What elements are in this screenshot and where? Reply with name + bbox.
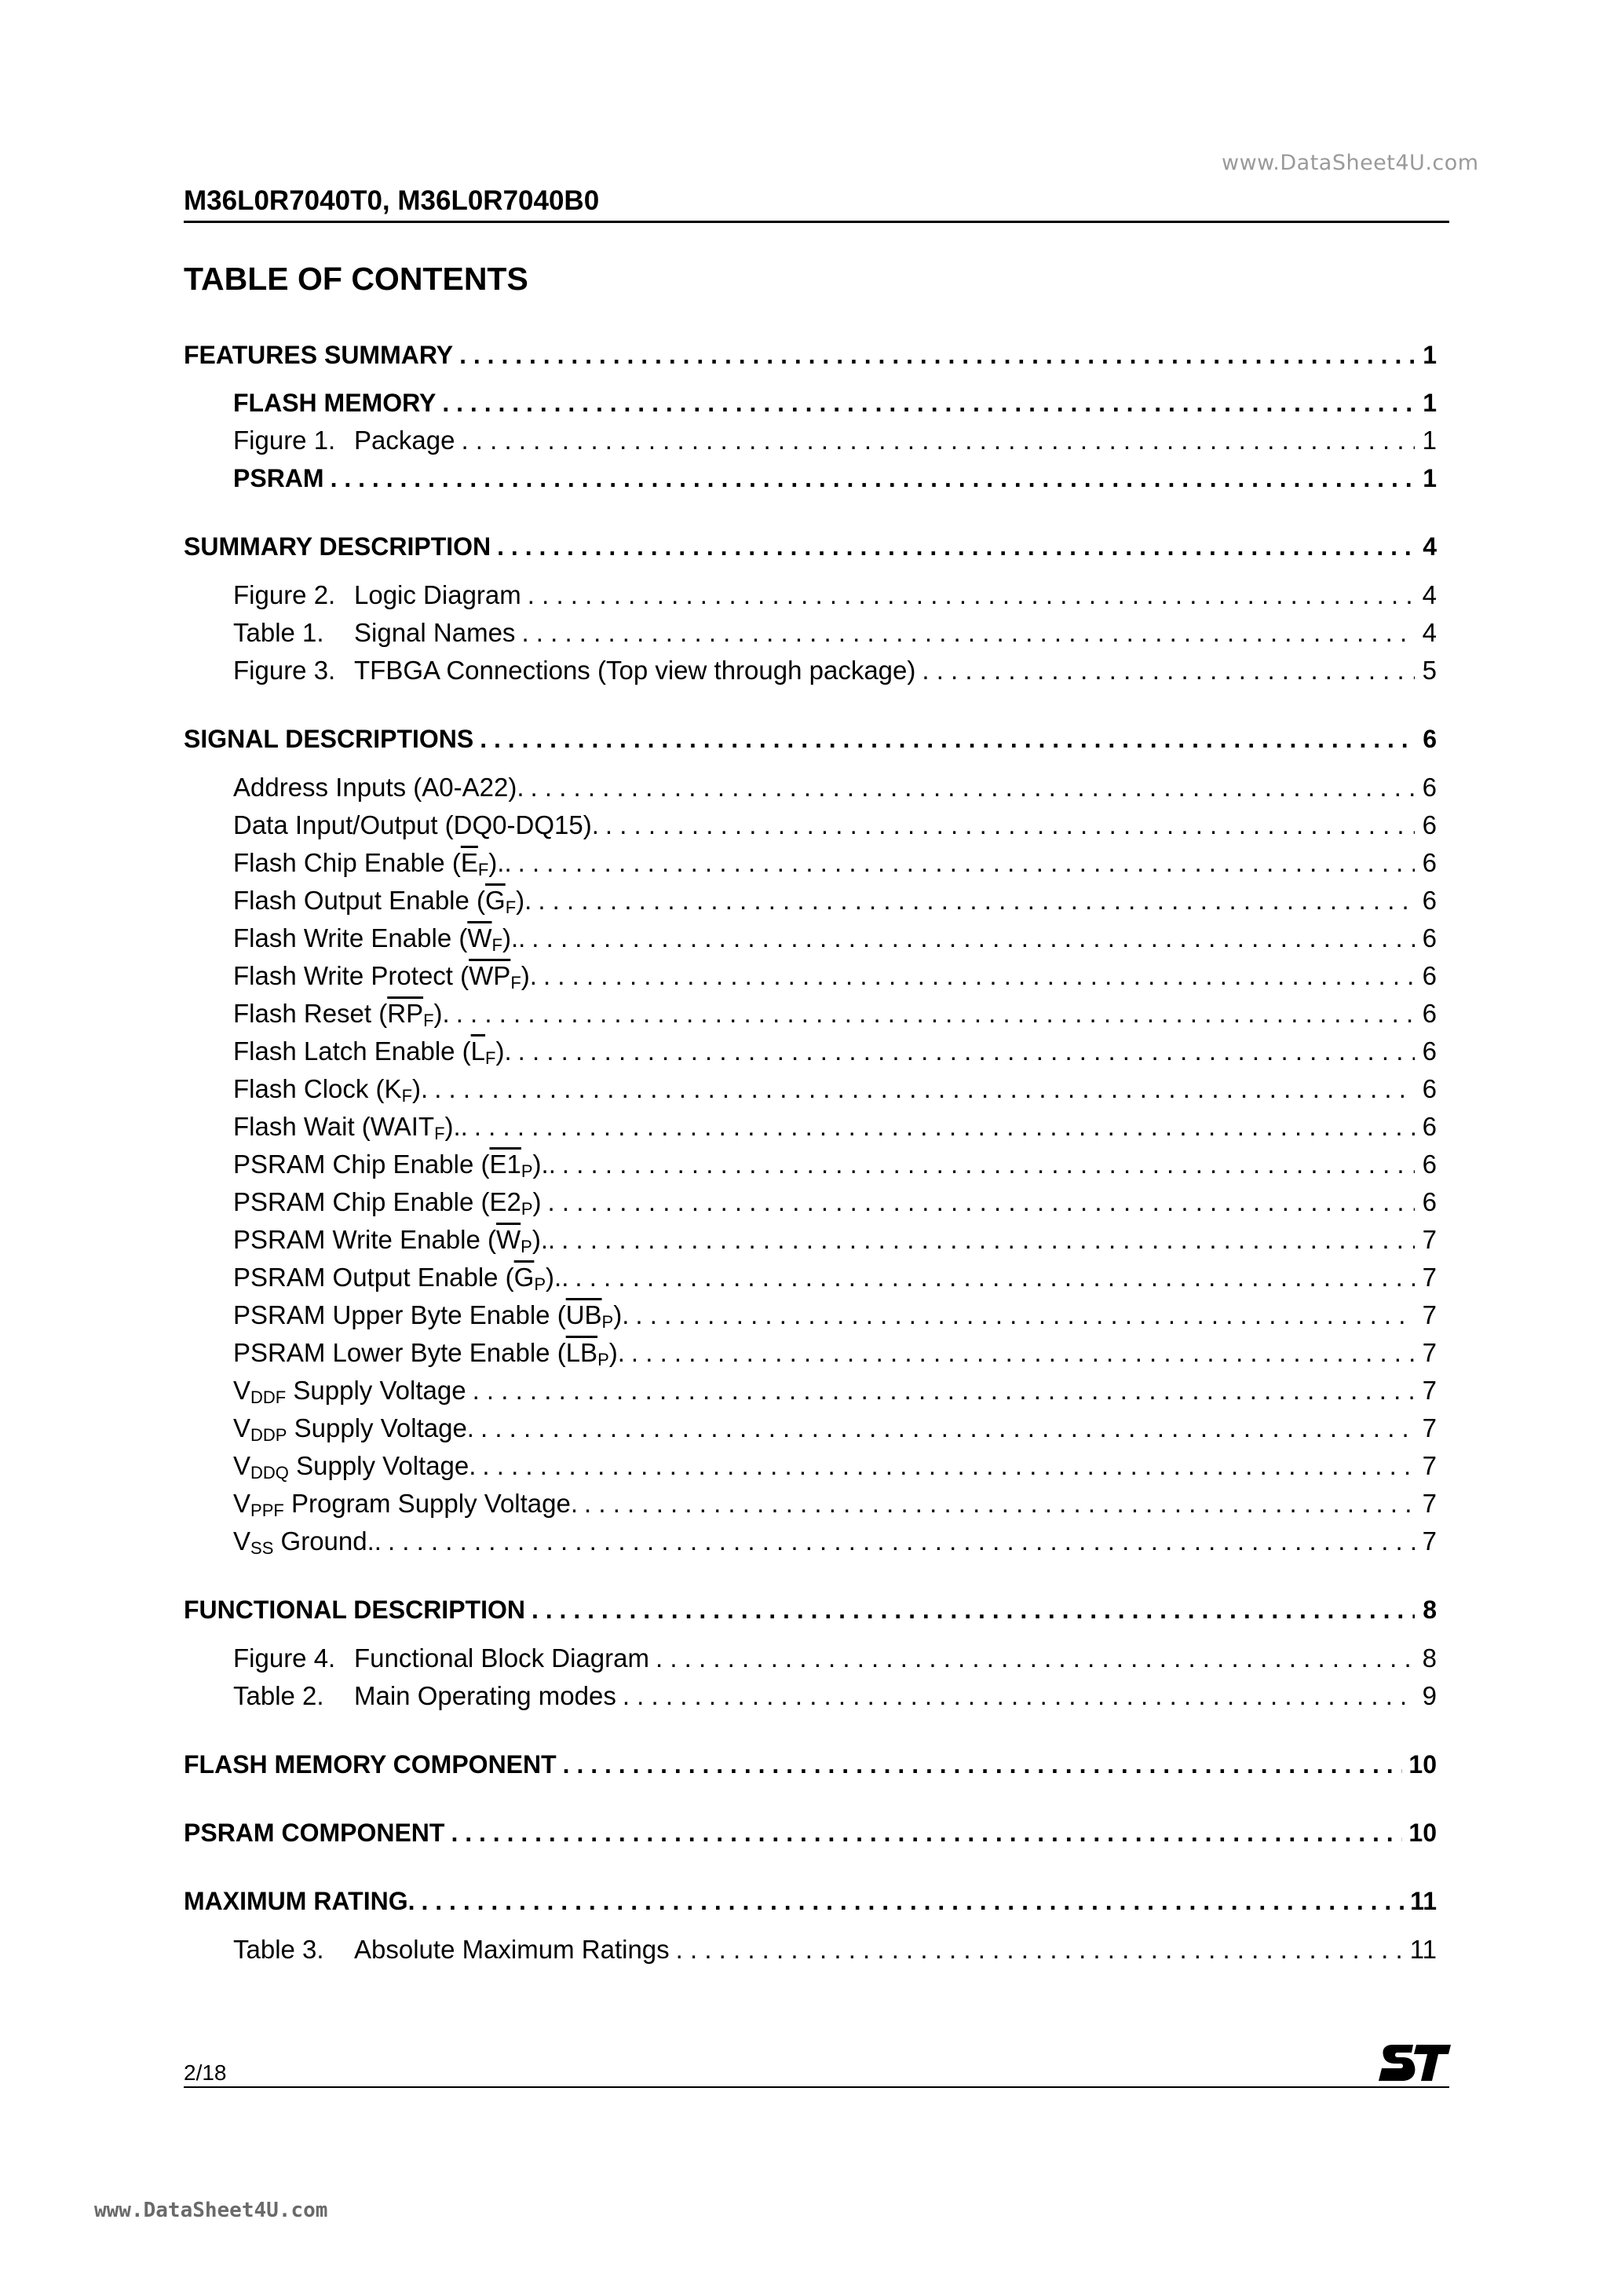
toc-entry-flash-chip-enable[interactable] — [233, 846, 1437, 880]
toc-entry-page: 7 — [1422, 1451, 1437, 1480]
toc-entry-page: 6 — [1422, 773, 1437, 802]
toc-entry-label: Flash Latch Enable $(\overline{L}_F)$. — [233, 1036, 512, 1068]
toc-entry-vddf-supply-voltage[interactable] — [233, 1373, 1437, 1408]
leader-dots — [563, 1747, 1403, 1782]
leader-dots — [388, 1524, 1415, 1559]
toc-entry-label: PSRAM Upper Byte Enable $(\overline{UB}_P)$. — [233, 1300, 630, 1332]
leader-dots — [482, 1449, 1415, 1483]
toc-entry-figure-4[interactable] — [233, 1641, 1437, 1676]
leader-dots — [459, 338, 1415, 372]
toc-entry-table-2[interactable] — [233, 1679, 1437, 1713]
toc-entry-vppf-program-supply-voltage[interactable] — [233, 1486, 1437, 1521]
toc-entry-table-3[interactable] — [233, 1932, 1437, 1967]
leader-dots — [518, 846, 1415, 880]
toc-entry-label: Flash Clock $(K_F)$. — [233, 1074, 429, 1106]
leader-dots — [442, 386, 1415, 420]
toc-entry-label: PSRAM Lower Byte Enable $(\overline{LB}_P)$. — [233, 1338, 625, 1369]
toc-entry-label: $V_{DDF}$ Supply Voltage — [233, 1376, 466, 1407]
toc-entry-page: 7 — [1422, 1300, 1437, 1329]
leader-dots — [497, 529, 1415, 564]
toc-entry-page: 7 — [1422, 1526, 1437, 1556]
toc-entry-psram-chip-enable-e2[interactable] — [233, 1185, 1437, 1219]
toc-entry-page: 4 — [1423, 532, 1437, 561]
document-title: M36L0R7040T0, M36L0R7040B0 — [184, 185, 600, 216]
toc-entry-label: Flash Reset $(\overline{RP}_F)$. — [233, 999, 450, 1030]
leader-dots — [631, 1336, 1415, 1370]
toc-entry-address-inputs[interactable] — [233, 770, 1437, 805]
toc-entry-label: $V_{DDP}$ Supply Voltage. — [233, 1413, 474, 1445]
toc-entry-label: $V_{SS}$ Ground.. — [233, 1526, 382, 1558]
toc-entry-flash-output-enable[interactable] — [233, 883, 1437, 918]
toc-entry-figure-2[interactable] — [233, 578, 1437, 612]
toc-entry-label: PSRAM Chip Enable $(E2_P)$ — [233, 1187, 542, 1219]
toc-entry-page: 1 — [1423, 341, 1437, 369]
leader-dots — [562, 1147, 1415, 1182]
toc-entry-label: Figure 1. Package — [233, 426, 455, 455]
toc-entry-vddp-supply-voltage[interactable] — [233, 1411, 1437, 1446]
leader-dots — [584, 1486, 1415, 1521]
toc-entry-label: Table 2. Main Operating modes — [233, 1681, 616, 1710]
toc-entry-label: MAXIMUM RATING. — [184, 1887, 415, 1915]
toc-entry-page: 8 — [1422, 1643, 1437, 1673]
toc-entry-label: Data Input/Output (DQ0-DQ15). — [233, 810, 599, 839]
toc-entry-figure-3[interactable] — [233, 653, 1437, 688]
toc-entry-page: 11 — [1410, 1887, 1437, 1915]
leader-dots — [656, 1641, 1415, 1676]
leader-dots — [480, 722, 1415, 756]
toc-entry-page: 6 — [1423, 725, 1437, 753]
toc-entry-psram[interactable] — [233, 461, 1437, 495]
watermark-top: www.DataSheet4U.com — [1222, 151, 1479, 175]
page-number: 2/18 — [184, 2060, 227, 2085]
toc-entry-psram-component[interactable] — [184, 1815, 1437, 1850]
leader-dots — [623, 1679, 1415, 1713]
leader-dots — [543, 959, 1415, 993]
leader-dots — [518, 1034, 1415, 1069]
toc-entry-psram-lower-byte-enable[interactable] — [233, 1336, 1437, 1370]
toc-entry-label: SUMMARY DESCRIPTION — [184, 532, 491, 561]
leader-dots — [635, 1298, 1415, 1333]
toc-entry-label: PSRAM Chip Enable $(E1_P)$.. — [233, 1150, 556, 1181]
leader-dots — [532, 921, 1415, 956]
toc-entry-page: 9 — [1422, 1681, 1437, 1710]
toc-entry-page: 5 — [1422, 656, 1437, 685]
toc-entry-label: Address Inputs (A0-A22). — [233, 773, 524, 802]
toc-entry-page: 7 — [1422, 1225, 1437, 1254]
toc-entry-label: Flash Write Enable $(\overline{W}_F)$.. — [233, 923, 526, 955]
toc-entry-flash-reset[interactable] — [233, 996, 1437, 1031]
leader-dots — [548, 1185, 1415, 1219]
toc-entry-label: Figure 4. Functional Block Diagram — [233, 1643, 649, 1673]
leader-dots — [605, 808, 1415, 843]
leader-dots — [676, 1932, 1404, 1967]
toc-entry-page: 1 — [1423, 389, 1437, 417]
toc-entry-page: 1 — [1423, 464, 1437, 492]
toc-entry-page: 6 — [1422, 961, 1437, 990]
leader-dots — [531, 770, 1415, 805]
toc-entry-page: 6 — [1422, 999, 1437, 1028]
toc-entry-flash-clock[interactable] — [233, 1072, 1437, 1106]
toc-entry-page: 7 — [1422, 1413, 1437, 1442]
toc-entry-page: 6 — [1422, 848, 1437, 877]
toc-entry-psram-write-enable[interactable] — [233, 1223, 1437, 1257]
toc-entry-psram-chip-enable-e1[interactable] — [233, 1147, 1437, 1182]
toc-entry-flash-write-protect[interactable] — [233, 959, 1437, 993]
toc-entry-label: FUNCTIONAL DESCRIPTION — [184, 1596, 525, 1624]
toc-entry-label: Figure 2. Logic Diagram — [233, 580, 521, 609]
toc-entry-page: 6 — [1422, 1187, 1437, 1216]
toc-entry-vddq-supply-voltage[interactable] — [233, 1449, 1437, 1483]
toc-entry-maximum-rating[interactable] — [184, 1884, 1437, 1918]
toc-entry-flash-wait[interactable] — [233, 1110, 1437, 1144]
toc-entry-label: PSRAM — [233, 464, 324, 492]
toc-entry-label: PSRAM COMPONENT — [184, 1819, 445, 1847]
toc-entry-page: 7 — [1422, 1263, 1437, 1292]
toc-entry-flash-memory-component[interactable] — [184, 1747, 1437, 1782]
toc-entry-page: 1 — [1422, 426, 1437, 455]
toc-entry-label: $V_{DDQ}$ Supply Voltage. — [233, 1451, 477, 1483]
leader-dots — [561, 1223, 1415, 1257]
toc-entry-label: Flash Wait $(WAIT_F)$.. — [233, 1112, 468, 1143]
leader-dots — [461, 423, 1415, 458]
toc-entry-summary-description[interactable] — [184, 529, 1437, 564]
watermark-bottom: www.DataSheet4U.com — [94, 2199, 328, 2222]
toc-heading: TABLE OF CONTENTS — [184, 261, 528, 297]
toc-entry-page: 6 — [1422, 886, 1437, 915]
toc-entry-page: 11 — [1409, 1935, 1437, 1964]
leader-dots — [575, 1260, 1415, 1295]
toc-entry-page: 6 — [1422, 1150, 1437, 1179]
toc-entry-page: 6 — [1422, 1112, 1437, 1141]
toc-entry-label: Table 3. Absolute Maximum Ratings — [233, 1935, 670, 1964]
toc-entry-page: 8 — [1423, 1596, 1437, 1624]
toc-entry-flash-write-enable[interactable] — [233, 921, 1437, 956]
toc-entry-label: FLASH MEMORY — [233, 389, 437, 417]
toc-entry-data-input-output[interactable] — [233, 808, 1437, 843]
leader-dots — [434, 1072, 1415, 1106]
toc-entry-label: Flash Chip Enable $(\overline{E}_F)$.. — [233, 848, 512, 879]
toc-entry-page: 4 — [1422, 580, 1437, 609]
toc-entry-features-summary[interactable] — [184, 338, 1437, 372]
toc-entry-signal-descriptions[interactable] — [184, 722, 1437, 756]
footer-rule — [184, 2086, 1449, 2088]
toc-entry-label: FEATURES SUMMARY — [184, 341, 454, 369]
toc-entry-label: Flash Output Enable $(\overline{G}_F)$. — [233, 886, 532, 917]
toc-entry-page: 7 — [1422, 1338, 1437, 1367]
toc-entry-flash-latch-enable[interactable] — [233, 1034, 1437, 1069]
toc-entry-page: 6 — [1422, 1036, 1437, 1066]
toc-entry-label: PSRAM Output Enable $(\overline{G}_P)$.. — [233, 1263, 569, 1294]
st-logo-icon — [1379, 2042, 1451, 2086]
toc-entry-flash-memory[interactable] — [233, 386, 1437, 420]
toc-entry-table-1[interactable] — [233, 616, 1437, 650]
toc-entry-page: 4 — [1422, 618, 1437, 647]
leader-dots — [473, 1373, 1415, 1408]
toc-entry-label: SIGNAL DESCRIPTIONS — [184, 725, 474, 753]
toc-entry-label: FLASH MEMORY COMPONENT — [184, 1750, 557, 1779]
toc-entry-figure-1[interactable] — [233, 423, 1437, 458]
toc-entry-page: 6 — [1422, 1074, 1437, 1103]
toc-entry-page: 6 — [1422, 923, 1437, 952]
leader-dots — [480, 1411, 1415, 1446]
leader-dots — [474, 1110, 1415, 1144]
toc-entry-page: 6 — [1422, 810, 1437, 839]
toc-entry-label: Table 1. Signal Names — [233, 618, 516, 647]
toc-entry-psram-output-enable[interactable] — [233, 1260, 1437, 1295]
toc-entry-label: Figure 3. TFBGA Connections (Top view through package) — [233, 656, 916, 685]
leader-dots — [922, 653, 1415, 688]
toc-entry-vss-ground[interactable] — [233, 1524, 1437, 1559]
leader-dots — [331, 461, 1415, 495]
leader-dots — [528, 578, 1415, 612]
leader-dots — [451, 1815, 1402, 1850]
toc-entry-functional-description[interactable] — [184, 1592, 1437, 1627]
toc-entry-label: $V_{PPF}$ Program Supply Voltage. — [233, 1489, 579, 1520]
toc-entry-page: 10 — [1408, 1819, 1437, 1847]
toc-entry-page: 7 — [1422, 1489, 1437, 1518]
toc-entry-label: Flash Write Protect $(\overline{WP}_F)$. — [233, 961, 537, 993]
toc-entry-label: PSRAM Write Enable $(\overline{W}_P)$.. — [233, 1225, 556, 1256]
leader-dots — [521, 616, 1415, 650]
toc-entry-page: 10 — [1408, 1750, 1437, 1779]
leader-dots — [538, 883, 1415, 918]
toc-entry-psram-upper-byte-enable[interactable] — [233, 1298, 1437, 1333]
toc-entry-page: 7 — [1422, 1376, 1437, 1405]
leader-dots — [421, 1884, 1404, 1918]
leader-dots — [456, 996, 1415, 1031]
leader-dots — [532, 1592, 1415, 1627]
